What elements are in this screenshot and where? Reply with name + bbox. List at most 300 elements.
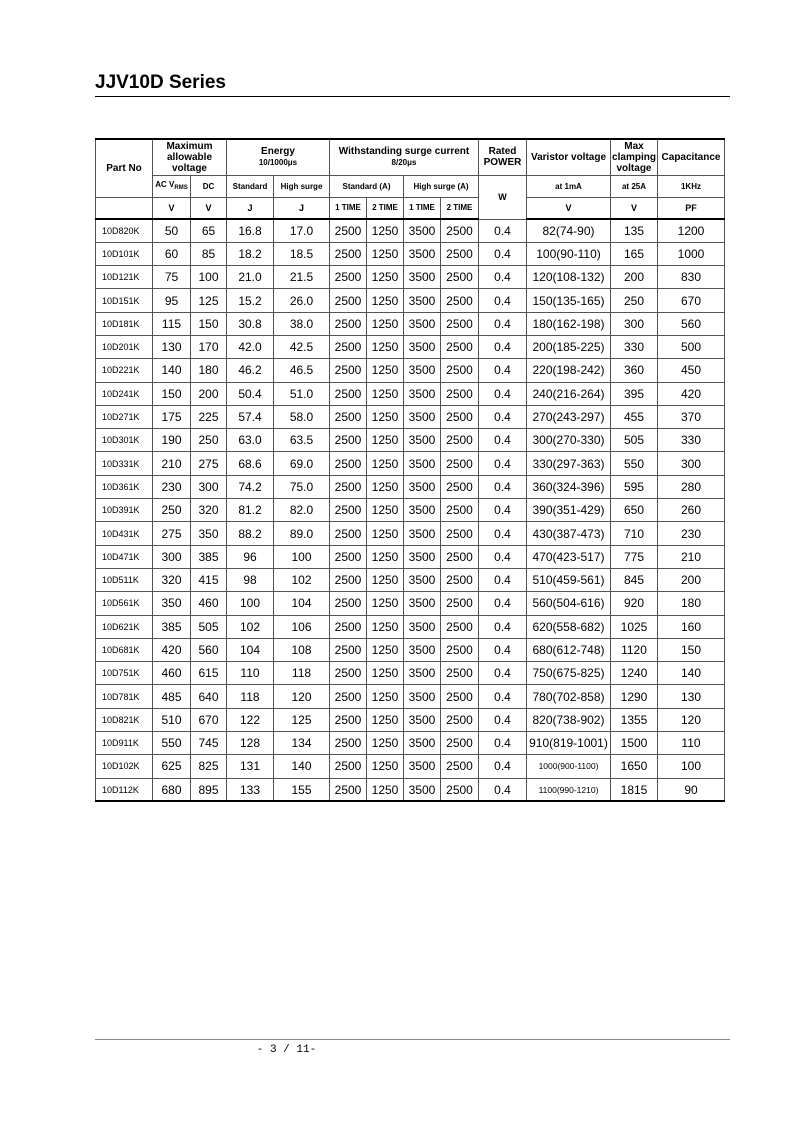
table-cell: 0.4 <box>479 405 527 428</box>
table-cell: 0.4 <box>479 219 527 242</box>
table-cell: 2500 <box>441 755 479 778</box>
table-cell: 2500 <box>330 615 367 638</box>
varistor-voltage-cell: 360(324-396) <box>527 475 611 498</box>
part-number-cell: 10D331K <box>96 452 153 475</box>
varistor-voltage-cell: 240(216-264) <box>527 382 611 405</box>
table-cell: 2500 <box>441 522 479 545</box>
part-number-cell: 10D151K <box>96 289 153 312</box>
table-body <box>96 219 725 801</box>
table-cell: 3500 <box>404 359 441 382</box>
table-cell: 2500 <box>330 242 367 265</box>
table-cell: 650 <box>611 499 658 522</box>
table-cell: 122 <box>227 708 274 731</box>
table-row <box>96 242 725 265</box>
table-row <box>96 545 725 568</box>
table-cell: 98 <box>227 568 274 591</box>
table-cell: 120 <box>658 708 725 731</box>
header-max-voltage <box>153 139 227 175</box>
table-cell: 250 <box>611 289 658 312</box>
table-cell: 330 <box>658 429 725 452</box>
table-cell: 160 <box>658 615 725 638</box>
table-cell: 3500 <box>404 266 441 289</box>
varistor-voltage-cell: 1100(990-1210) <box>527 778 611 801</box>
table-cell: 120 <box>274 685 330 708</box>
table-cell: 125 <box>191 289 227 312</box>
table-cell: 118 <box>274 662 330 685</box>
header-ac-sub: RMS <box>174 184 188 191</box>
varistor-voltage-cell: 220(198-242) <box>527 359 611 382</box>
header-max-voltage-line1: Maximum <box>166 140 213 152</box>
header-energy <box>227 139 330 175</box>
table-cell: 505 <box>611 429 658 452</box>
part-number-cell: 10D101K <box>96 242 153 265</box>
table-cell: 1250 <box>367 359 404 382</box>
header-rated-line1: Rated <box>488 146 517 158</box>
table-cell: 2500 <box>441 499 479 522</box>
table-row <box>96 755 725 778</box>
table-cell: 0.4 <box>479 755 527 778</box>
table-cell: 131 <box>227 755 274 778</box>
table-cell: 46.2 <box>227 359 274 382</box>
table-cell: 3500 <box>404 638 441 661</box>
table-cell: 2500 <box>330 708 367 731</box>
header-rated-line2: POWER <box>483 157 522 169</box>
part-number-cell: 10D751K <box>96 662 153 685</box>
table-cell: 2500 <box>330 732 367 755</box>
part-number-cell: 10D561K <box>96 592 153 615</box>
table-cell: 3500 <box>404 615 441 638</box>
table-cell: 2500 <box>441 429 479 452</box>
table-cell: 1250 <box>367 429 404 452</box>
table-cell: 200 <box>611 266 658 289</box>
table-cell: 134 <box>274 732 330 755</box>
table-row <box>96 289 725 312</box>
table-cell: 2500 <box>330 312 367 335</box>
table-cell: 150 <box>658 638 725 661</box>
table-cell: 135 <box>611 219 658 242</box>
table-cell: 3500 <box>404 382 441 405</box>
table-cell: 68.6 <box>227 452 274 475</box>
table-cell: 88.2 <box>227 522 274 545</box>
table-cell: 3500 <box>404 732 441 755</box>
varistor-voltage-cell: 120(108-132) <box>527 266 611 289</box>
table-cell: 0.4 <box>479 592 527 615</box>
table-cell: 96 <box>227 545 274 568</box>
table-cell: 500 <box>658 335 725 358</box>
table-cell: 560 <box>658 312 725 335</box>
table-cell: 1250 <box>367 499 404 522</box>
table-cell: 15.2 <box>227 289 274 312</box>
table-cell: 1250 <box>367 568 404 591</box>
table-cell: 225 <box>191 405 227 428</box>
varistor-voltage-cell: 300(270-330) <box>527 429 611 452</box>
table-cell: 180 <box>191 359 227 382</box>
table-cell: 0.4 <box>479 545 527 568</box>
table-cell: 395 <box>611 382 658 405</box>
table-cell: 415 <box>191 568 227 591</box>
varistor-voltage-cell: 180(162-198) <box>527 312 611 335</box>
header-clamping <box>611 139 658 175</box>
table-cell: 165 <box>611 242 658 265</box>
table-cell: 2500 <box>330 429 367 452</box>
header-unit-v-dc: V <box>191 197 227 219</box>
table-cell: 1250 <box>367 312 404 335</box>
header-varistor-voltage: Varistor voltage <box>527 139 611 175</box>
header-ac-vrms <box>153 175 191 197</box>
table-cell: 16.8 <box>227 219 274 242</box>
table-cell: 3500 <box>404 755 441 778</box>
table-cell: 460 <box>153 662 191 685</box>
part-number-cell: 10D361K <box>96 475 153 498</box>
part-number-cell: 10D431K <box>96 522 153 545</box>
table-cell: 3500 <box>404 522 441 545</box>
header-unit-v-varistor: V <box>527 197 611 219</box>
table-cell: 450 <box>658 359 725 382</box>
table-cell: 155 <box>274 778 330 801</box>
table-cell: 3500 <box>404 592 441 615</box>
table-cell: 1250 <box>367 685 404 708</box>
table-cell: 125 <box>274 708 330 731</box>
table-cell: 18.2 <box>227 242 274 265</box>
table-cell: 110 <box>658 732 725 755</box>
table-cell: 455 <box>611 405 658 428</box>
header-unit-j-standard: J <box>227 197 274 219</box>
table-cell: 2500 <box>441 359 479 382</box>
table-cell: 370 <box>658 405 725 428</box>
table-cell: 350 <box>191 522 227 545</box>
table-cell: 1250 <box>367 335 404 358</box>
table-cell: 3500 <box>404 662 441 685</box>
part-number-cell: 10D621K <box>96 615 153 638</box>
table-cell: 38.0 <box>274 312 330 335</box>
table-cell: 2500 <box>330 219 367 242</box>
specification-table <box>95 138 725 802</box>
table-cell: 58.0 <box>274 405 330 428</box>
varistor-voltage-cell: 1000(900-1100) <box>527 755 611 778</box>
table-row <box>96 266 725 289</box>
varistor-voltage-cell: 910(819-1001) <box>527 732 611 755</box>
table-cell: 505 <box>191 615 227 638</box>
table-cell: 670 <box>191 708 227 731</box>
table-cell: 2500 <box>330 499 367 522</box>
header-unit-v-ac: V <box>153 197 191 219</box>
table-cell: 60 <box>153 242 191 265</box>
table-cell: 0.4 <box>479 568 527 591</box>
table-cell: 2500 <box>330 475 367 498</box>
table-cell: 1650 <box>611 755 658 778</box>
table-cell: 2500 <box>441 452 479 475</box>
header-rated-power <box>479 139 527 175</box>
table-row <box>96 475 725 498</box>
table-cell: 106 <box>274 615 330 638</box>
table-cell: 0.4 <box>479 615 527 638</box>
table-cell: 210 <box>153 452 191 475</box>
table-cell: 102 <box>227 615 274 638</box>
table-cell: 200 <box>191 382 227 405</box>
table-cell: 170 <box>191 335 227 358</box>
varistor-voltage-cell: 750(675-825) <box>527 662 611 685</box>
table-cell: 100 <box>191 266 227 289</box>
table-row <box>96 638 725 661</box>
table-cell: 2500 <box>441 266 479 289</box>
table-cell: 2500 <box>441 732 479 755</box>
table-cell: 1355 <box>611 708 658 731</box>
table-cell: 0.4 <box>479 289 527 312</box>
header-high-2time: 2 TIME <box>441 197 479 219</box>
varistor-voltage-cell: 470(423-517) <box>527 545 611 568</box>
table-cell: 560 <box>191 638 227 661</box>
part-number-cell: 10D181K <box>96 312 153 335</box>
table-cell: 180 <box>658 592 725 615</box>
header-clamping-line1: Max <box>624 140 644 152</box>
table-cell: 2500 <box>330 452 367 475</box>
table-row <box>96 778 725 801</box>
table-cell: 46.5 <box>274 359 330 382</box>
table-cell: 3500 <box>404 219 441 242</box>
table-cell: 0.4 <box>479 522 527 545</box>
table-cell: 63.5 <box>274 429 330 452</box>
table-cell: 50.4 <box>227 382 274 405</box>
table-cell: 1250 <box>367 405 404 428</box>
header-energy-sub: 10/1000μs <box>258 158 298 168</box>
table-cell: 300 <box>191 475 227 498</box>
page-number: - 3 / 11- <box>256 1044 317 1056</box>
table-cell: 2500 <box>441 475 479 498</box>
table-row <box>96 452 725 475</box>
table-cell: 1500 <box>611 732 658 755</box>
table-cell: 21.0 <box>227 266 274 289</box>
varistor-voltage-cell: 150(135-165) <box>527 289 611 312</box>
table-cell: 2500 <box>330 662 367 685</box>
table-cell: 0.4 <box>479 335 527 358</box>
table-cell: 26.0 <box>274 289 330 312</box>
header-at-25a: at 25A <box>611 175 658 197</box>
table-cell: 300 <box>153 545 191 568</box>
table-cell: 1250 <box>367 522 404 545</box>
part-number-cell: 10D271K <box>96 405 153 428</box>
part-number-cell: 10D201K <box>96 335 153 358</box>
table-cell: 150 <box>191 312 227 335</box>
varistor-voltage-cell: 270(243-297) <box>527 405 611 428</box>
table-cell: 1000 <box>658 242 725 265</box>
table-cell: 1290 <box>611 685 658 708</box>
table-cell: 460 <box>191 592 227 615</box>
table-cell: 230 <box>658 522 725 545</box>
table-cell: 3500 <box>404 289 441 312</box>
part-number-cell: 10D511K <box>96 568 153 591</box>
table-cell: 21.5 <box>274 266 330 289</box>
table-cell: 1250 <box>367 475 404 498</box>
table-cell: 2500 <box>330 778 367 801</box>
table-cell: 3500 <box>404 778 441 801</box>
table-cell: 2500 <box>441 382 479 405</box>
table-cell: 1250 <box>367 452 404 475</box>
table-cell: 1250 <box>367 778 404 801</box>
part-number-cell: 10D820K <box>96 219 153 242</box>
table-cell: 115 <box>153 312 191 335</box>
table-cell: 625 <box>153 755 191 778</box>
table-cell: 102 <box>274 568 330 591</box>
table-cell: 360 <box>611 359 658 382</box>
table-cell: 0.4 <box>479 475 527 498</box>
table-cell: 150 <box>153 382 191 405</box>
table-cell: 3500 <box>404 312 441 335</box>
table-cell: 0.4 <box>479 685 527 708</box>
header-std-1time: 1 TIME <box>330 197 367 219</box>
table-cell: 2500 <box>330 638 367 661</box>
table-cell: 0.4 <box>479 266 527 289</box>
table-cell: 1250 <box>367 219 404 242</box>
table-cell: 320 <box>191 499 227 522</box>
header-part-no: Part No <box>96 139 153 197</box>
table-cell: 3500 <box>404 242 441 265</box>
header-clamping-line2: clamping <box>612 151 656 163</box>
table-cell: 1250 <box>367 289 404 312</box>
table-cell: 2500 <box>441 289 479 312</box>
table-cell: 2500 <box>330 335 367 358</box>
table-cell: 3500 <box>404 545 441 568</box>
part-number-cell: 10D112K <box>96 778 153 801</box>
table-row <box>96 429 725 452</box>
table-cell: 100 <box>658 755 725 778</box>
table-cell: 920 <box>611 592 658 615</box>
header-dc: DC <box>191 175 227 197</box>
table-cell: 75 <box>153 266 191 289</box>
table-cell: 0.4 <box>479 382 527 405</box>
table-row <box>96 405 725 428</box>
table-row <box>96 662 725 685</box>
header-surge-label: Withstanding surge current <box>338 146 470 158</box>
table-cell: 385 <box>153 615 191 638</box>
page-title: JJV10D Series <box>95 72 226 93</box>
table-cell: 1250 <box>367 755 404 778</box>
table-cell: 90 <box>658 778 725 801</box>
table-cell: 2500 <box>330 382 367 405</box>
table-cell: 775 <box>611 545 658 568</box>
table-cell: 200 <box>658 568 725 591</box>
table-cell: 82.0 <box>274 499 330 522</box>
table-cell: 2500 <box>441 662 479 685</box>
table-cell: 330 <box>611 335 658 358</box>
header-capacitance: Capacitance <box>658 139 725 175</box>
table-cell: 670 <box>658 289 725 312</box>
table-cell: 100 <box>274 545 330 568</box>
table-cell: 2500 <box>441 592 479 615</box>
table-cell: 190 <box>153 429 191 452</box>
table-cell: 2500 <box>441 778 479 801</box>
table-cell: 2500 <box>441 708 479 731</box>
table-cell: 2500 <box>441 545 479 568</box>
table-cell: 85 <box>191 242 227 265</box>
part-number-cell: 10D221K <box>96 359 153 382</box>
table-cell: 75.0 <box>274 475 330 498</box>
varistor-voltage-cell: 200(185-225) <box>527 335 611 358</box>
header-surge <box>330 139 479 175</box>
table-cell: 133 <box>227 778 274 801</box>
table-cell: 1250 <box>367 732 404 755</box>
varistor-voltage-cell: 330(297-363) <box>527 452 611 475</box>
table-cell: 3500 <box>404 499 441 522</box>
table-cell: 30.8 <box>227 312 274 335</box>
varistor-voltage-cell: 510(459-561) <box>527 568 611 591</box>
header-unit-pf: PF <box>658 197 725 219</box>
varistor-voltage-cell: 560(504-616) <box>527 592 611 615</box>
header-standard-a: Standard (A) <box>330 175 404 197</box>
header-at-1ma: at 1mA <box>527 175 611 197</box>
header-std-2time: 2 TIME <box>367 197 404 219</box>
table-row <box>96 592 725 615</box>
table-cell: 640 <box>191 685 227 708</box>
table-cell: 0.4 <box>479 499 527 522</box>
table-cell: 17.0 <box>274 219 330 242</box>
varistor-voltage-cell: 100(90-110) <box>527 242 611 265</box>
table-cell: 1250 <box>367 638 404 661</box>
header-energy-standard: Standard <box>227 175 274 197</box>
header-1khz: 1KHz <box>658 175 725 197</box>
table-cell: 3500 <box>404 708 441 731</box>
table-cell: 320 <box>153 568 191 591</box>
table-row <box>96 499 725 522</box>
table-cell: 2500 <box>330 266 367 289</box>
table-row <box>96 732 725 755</box>
table-cell: 2500 <box>330 289 367 312</box>
header-surge-sub: 8/20μs <box>391 158 417 168</box>
header-clamping-line3: voltage <box>616 162 652 174</box>
table-cell: 0.4 <box>479 359 527 382</box>
header-ac-label: AC V <box>155 179 175 189</box>
varistor-voltage-cell: 430(387-473) <box>527 522 611 545</box>
table-cell: 280 <box>658 475 725 498</box>
table-cell: 140 <box>153 359 191 382</box>
table-cell: 100 <box>227 592 274 615</box>
table-cell: 510 <box>153 708 191 731</box>
part-number-cell: 10D102K <box>96 755 153 778</box>
header-max-voltage-line2: allowable <box>166 151 212 163</box>
table-cell: 57.4 <box>227 405 274 428</box>
table-cell: 2500 <box>441 335 479 358</box>
varistor-voltage-cell: 390(351-429) <box>527 499 611 522</box>
table-cell: 1815 <box>611 778 658 801</box>
table-cell: 350 <box>153 592 191 615</box>
table-cell: 250 <box>153 499 191 522</box>
table-cell: 0.4 <box>479 778 527 801</box>
table-cell: 0.4 <box>479 708 527 731</box>
table-row <box>96 708 725 731</box>
table-cell: 300 <box>658 452 725 475</box>
table-row <box>96 219 725 242</box>
table-cell: 385 <box>191 545 227 568</box>
varistor-voltage-cell: 82(74-90) <box>527 219 611 242</box>
table-cell: 830 <box>658 266 725 289</box>
table-cell: 825 <box>191 755 227 778</box>
table-cell: 2500 <box>330 755 367 778</box>
table-row <box>96 685 725 708</box>
title-divider <box>95 96 730 97</box>
table-cell: 0.4 <box>479 732 527 755</box>
table-cell: 69.0 <box>274 452 330 475</box>
table-cell: 3500 <box>404 405 441 428</box>
part-number-cell: 10D391K <box>96 499 153 522</box>
header-part-no-spacer <box>96 197 153 219</box>
part-number-cell: 10D301K <box>96 429 153 452</box>
table-cell: 42.5 <box>274 335 330 358</box>
table-cell: 2500 <box>441 638 479 661</box>
part-number-cell: 10D471K <box>96 545 153 568</box>
table-cell: 550 <box>611 452 658 475</box>
table-cell: 0.4 <box>479 242 527 265</box>
table-cell: 230 <box>153 475 191 498</box>
header-unit-v-clamp: V <box>611 197 658 219</box>
